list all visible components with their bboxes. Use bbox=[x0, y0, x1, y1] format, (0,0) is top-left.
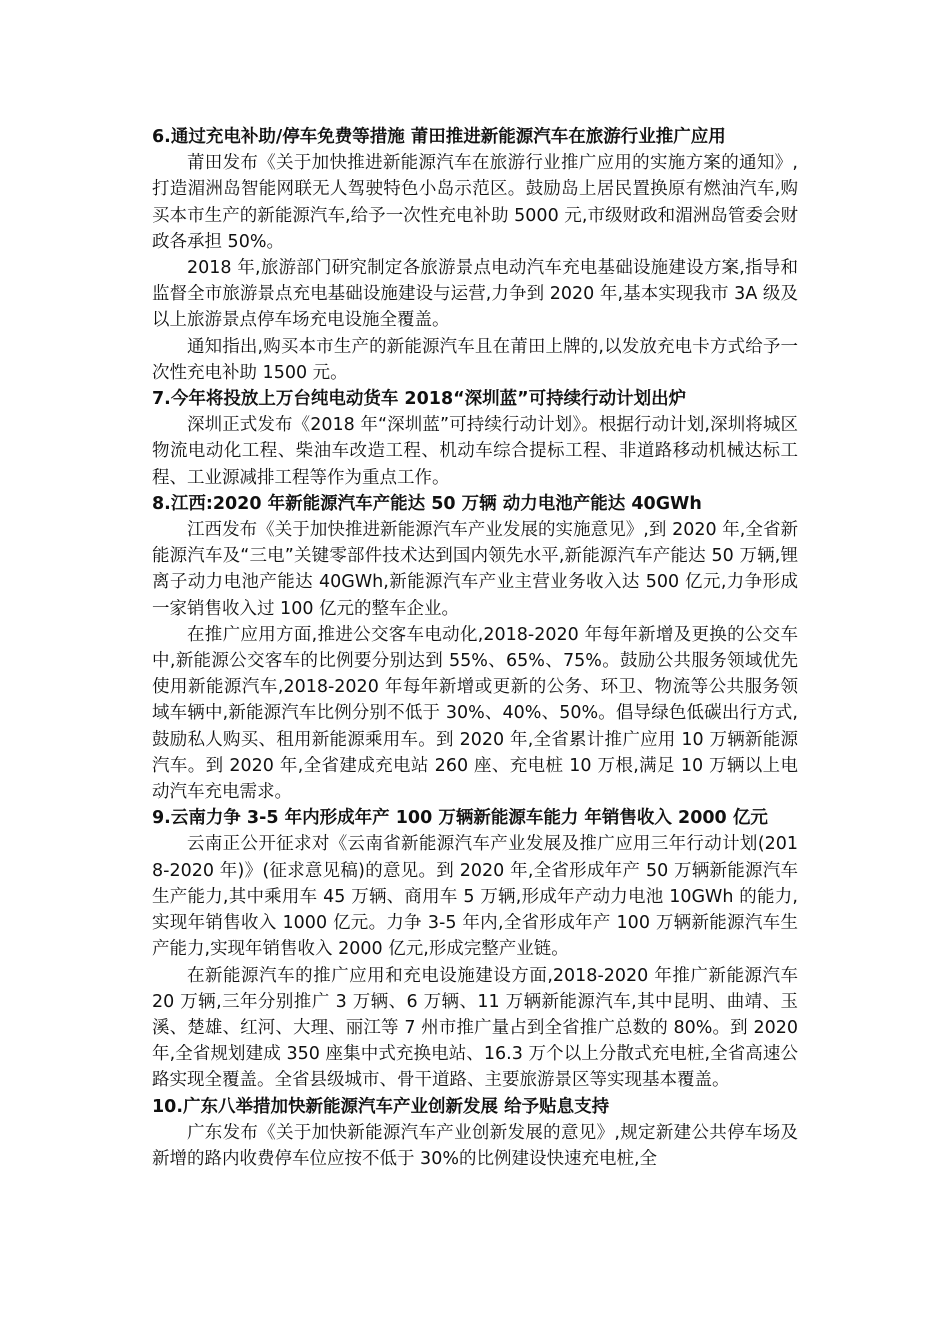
section-heading: 8.江西:2020 年新能源汽车产能达 50 万辆 动力电池产能达 40GWh bbox=[152, 493, 702, 514]
section-6 bbox=[152, 124, 798, 386]
paragraph: 通知指出,购买本市生产的新能源汽车且在莆田上牌的,以发放充电卡方式给予一次性充电补助 1500 元。 bbox=[152, 336, 798, 383]
section-heading: 6.通过充电补助/停车免费等措施 莆田推进新能源汽车在旅游行业推广应用 bbox=[152, 127, 726, 147]
paragraph: 2018 年,旅游部门研究制定各旅游景点电动汽车充电基础设施建设方案,指导和监督全市旅游景点充电基础设施建设与运营,力争到 2020 年,基本实现我市 3A 级及以上旅游景点停车场充电设施全覆盖。 bbox=[152, 258, 798, 331]
section-heading: 9.云南力争 3-5 年内形成年产 100 万辆新能源车能力 年销售收入 2000 亿元 bbox=[152, 808, 768, 829]
paragraph: 莆田发布《关于加快推进新能源汽车在旅游行业推广应用的实施方案的通知》,打造湄洲岛智能网联无人驾驶特色小岛示范区。鼓励岛上居民置换原有燃油汽车,购买本市生产的新能源汽车,给予一次性充电补助 5000 元,市级财政和湄洲岛管委会财政各承担 50%。 bbox=[152, 153, 798, 252]
section-9 bbox=[152, 805, 798, 1093]
paragraph: 深圳正式发布《2018 年“深圳蓝”可持续行动计划》。根据行动计划,深圳将城区物流电动化工程、柴油车改造工程、机动车综合提标工程、非道路移动机械达标工程、工业源减排工程等作为重点工作。 bbox=[152, 415, 798, 488]
section-8 bbox=[152, 491, 798, 805]
paragraph: 云南正公开征求对《云南省新能源汽车产业发展及推广应用三年行动计划(2018-2020 年)》(征求意见稿)的意见。到 2020 年,全省形成年产 50 万辆新能源汽车生产能力,其中乘用车 45 万辆、商用车 5 万辆,形成年产动力电池 10GWh 的能力,实现年销售收入 1000 亿元。力争 3-5 年内,全省形成年产 100 万辆新能源汽车生产能力,实现年销售收入 2000 亿元,形成完整产业链。 bbox=[152, 834, 798, 960]
paragraph: 在新能源汽车的推广应用和充电设施建设方面,2018-2020 年推广新能源汽车 20 万辆,三年分别推广 3 万辆、6 万辆、11 万辆新能源汽车,其中昆明、曲靖、玉溪、楚雄、红河、大理、丽江等 7 州市推广量占到全省推广总数的 80%。到 2020 年,全省规划建成 350 座集中式充换电站、16.3 万个以上分散式充电桩,全省高速公路实现全覆盖。全省县级城市、骨干道路、主要旅游景区等实现基本覆盖。 bbox=[152, 965, 798, 1091]
paragraph: 广东发布《关于加快新能源汽车产业创新发展的意见》,规定新建公共停车场及新增的路内收费停车位应按不低于 30%的比例建设快速充电桩,全 bbox=[152, 1122, 798, 1169]
section-heading: 10.广东八举措加快新能源汽车产业创新发展 给予贴息支持 bbox=[152, 1096, 610, 1117]
section-heading: 7.今年将投放上万台纯电动货车 2018“深圳蓝”可持续行动计划出炉 bbox=[152, 389, 687, 410]
section-10 bbox=[152, 1094, 798, 1173]
paragraph: 在推广应用方面,推进公交客车电动化,2018-2020 年每年新增及更换的公交车中,新能源公交客车的比例要分别达到 55%、65%、75%。鼓励公共服务领域优先使用新能源汽车,2018-2020 年每年新增或更新的公务、环卫、物流等公共服务领域车辆中,新能源汽车比例分别不低于 30%、40%、50%。倡导绿色低碳出行方式,鼓励私人购买、租用新能源乘用车。到 2020 年,全省累计推广应用 10 万辆新能源汽车。到 2020 年,全省建成充电站 260 座、充电桩 10 万根,满足 10 万辆以上电动汽车充电需求。 bbox=[152, 624, 798, 803]
paragraph: 江西发布《关于加快推进新能源汽车产业发展的实施意见》,到 2020 年,全省新能源汽车及“三电”关键零部件技术达到国内领先水平,新能源汽车产能达 50 万辆,锂离子动力电池产能达 40GWh,新能源汽车产业主营业务收入达 500 亿元,力争形成一家销售收入过 100 亿元的整车企业。 bbox=[152, 520, 798, 619]
section-7 bbox=[152, 386, 798, 491]
